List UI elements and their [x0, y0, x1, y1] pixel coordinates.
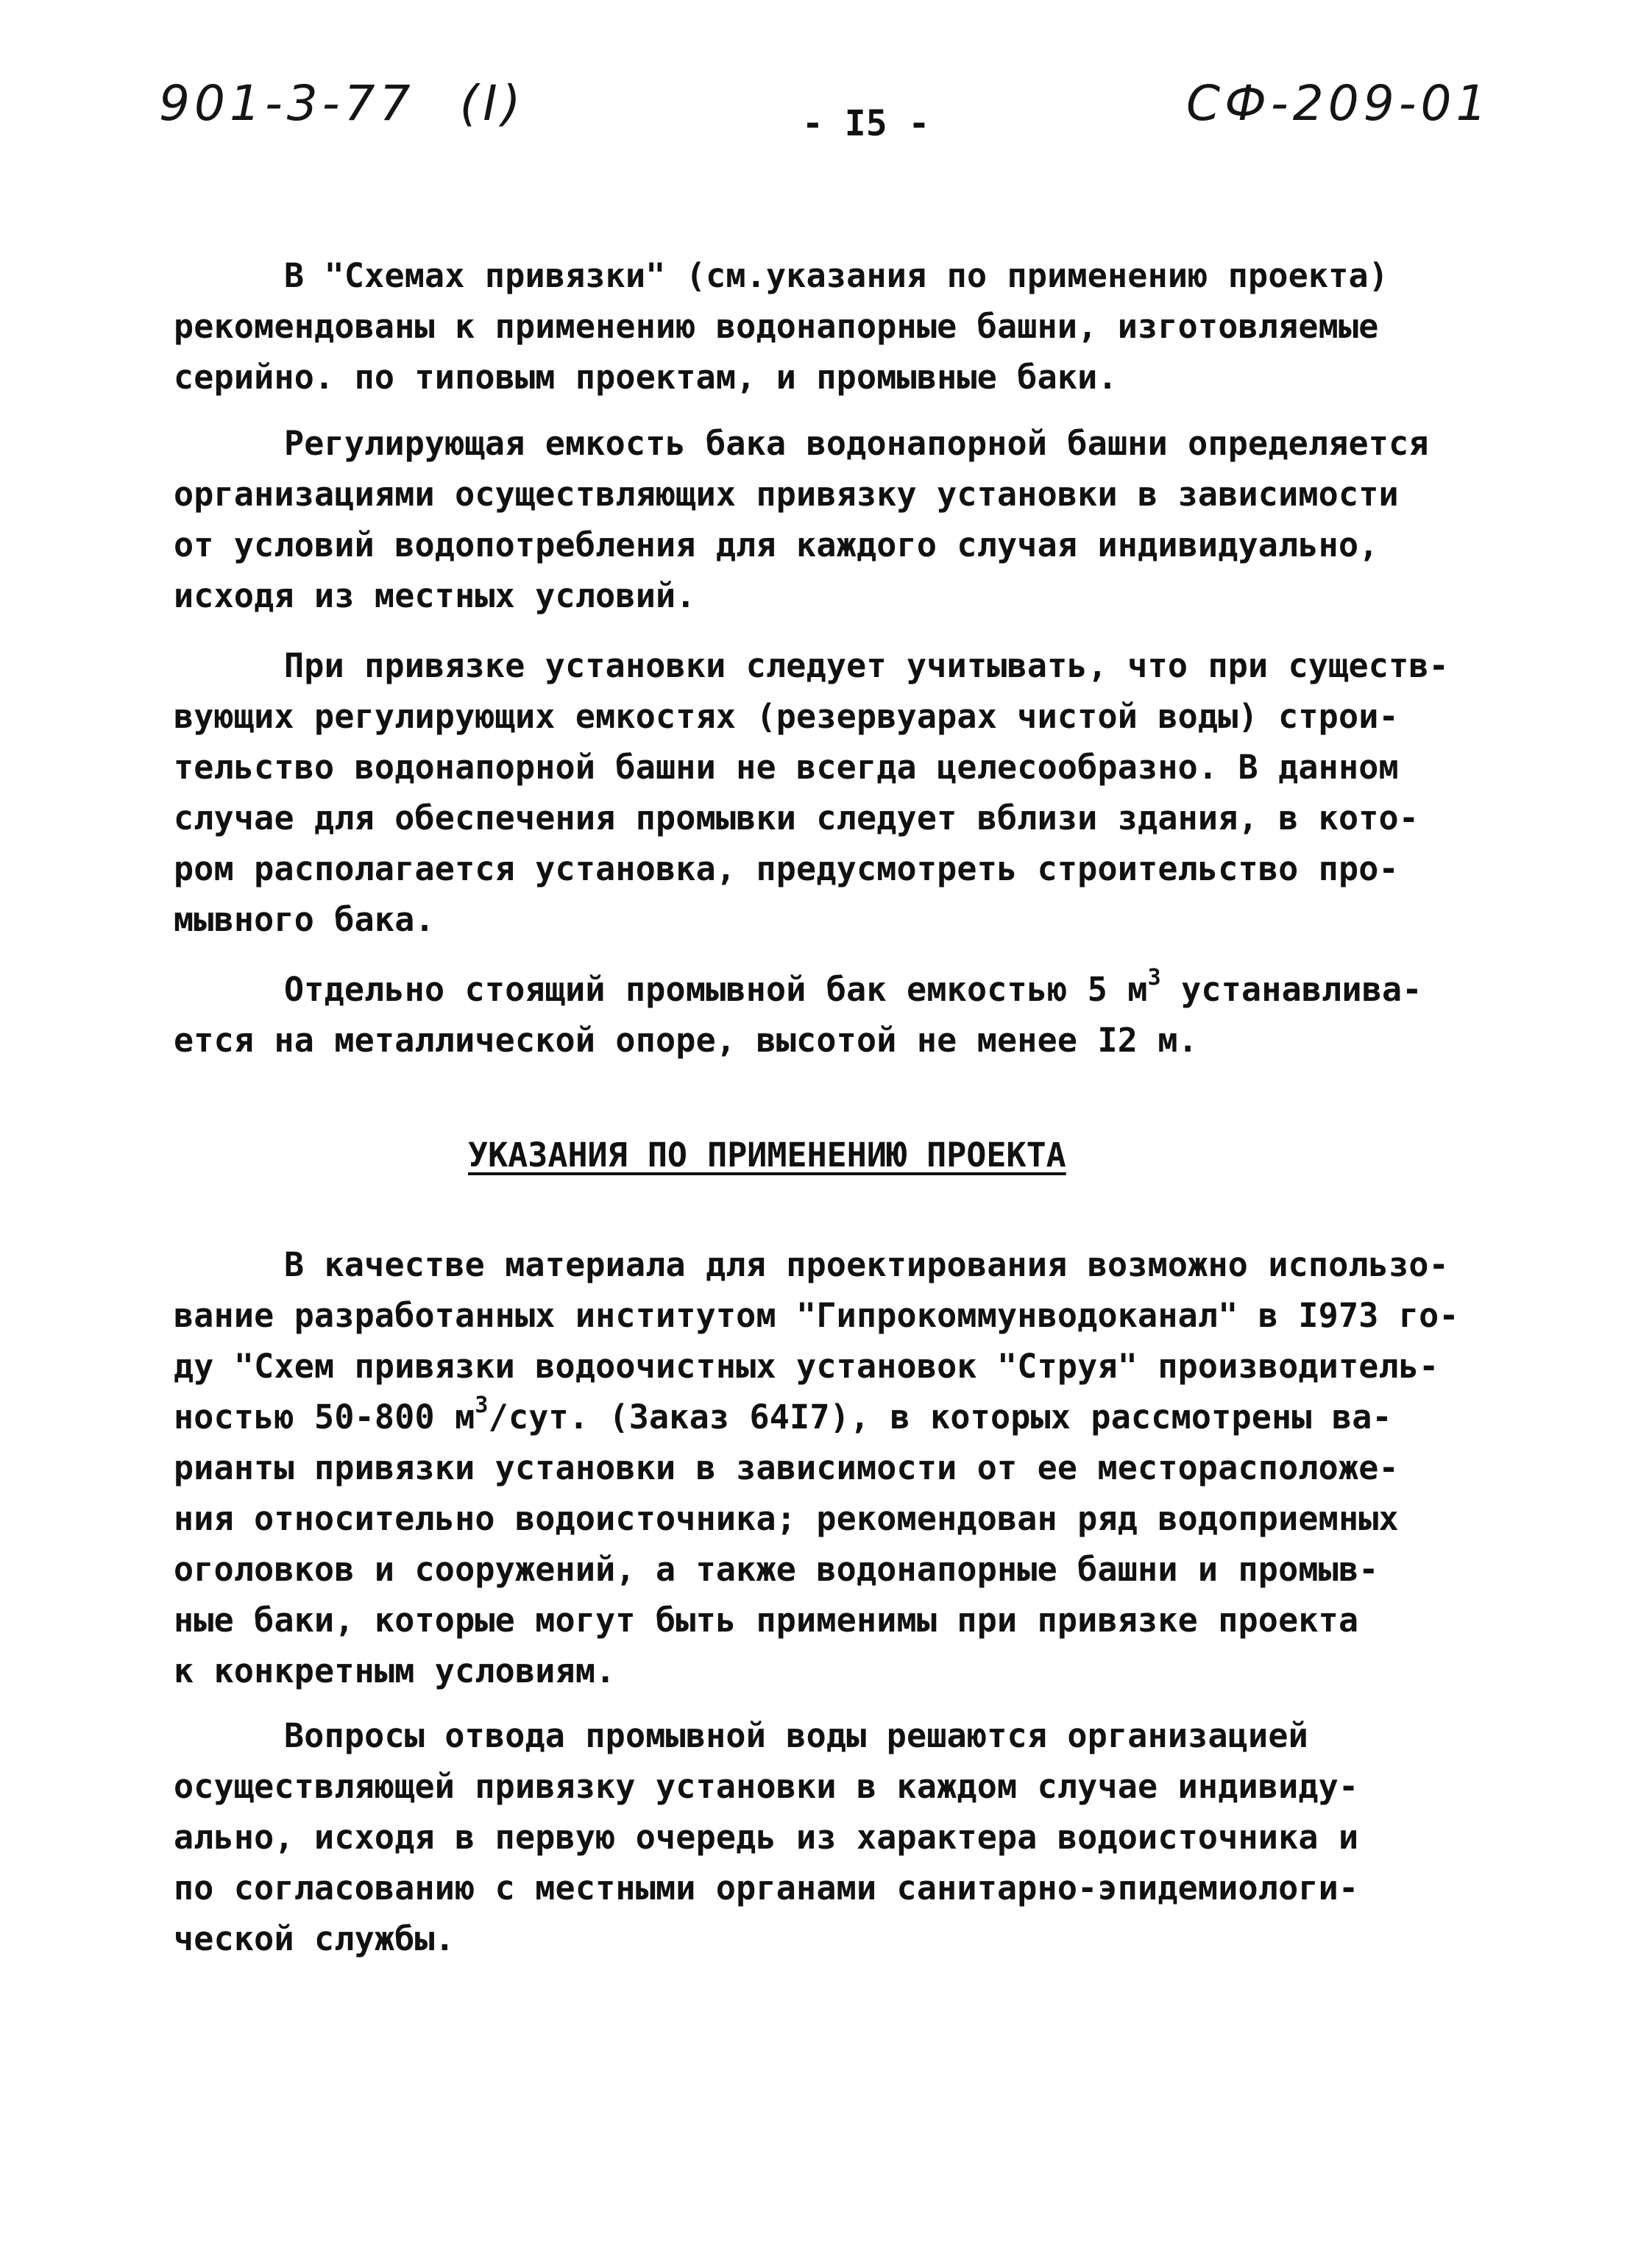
paragraph-line: ется на металлической опоре, высотой не менее I2 м. [174, 1021, 1198, 1060]
paragraph-4 [174, 964, 1528, 1066]
paragraph-text: Отдельно стоящий промывной бак емкостью 5 м [284, 970, 1148, 1009]
superscript: 3 [1147, 965, 1161, 991]
paragraph-1 [174, 250, 1528, 403]
paragraph-line: В качестве материала для проектирования возможно использо- [284, 1245, 1449, 1284]
paragraph-line: В "Схемах привязки" (см.указания по применению проекта) [284, 256, 1389, 295]
document-volume: (I) [459, 75, 525, 132]
paragraph-line: ально, исходя в первую очередь из характера водоисточника и [174, 1818, 1359, 1857]
superscript: 3 [475, 1392, 489, 1418]
paragraph-line: к конкретным условиям. [174, 1651, 616, 1690]
paragraph-line: по согласованию с местными органами санитарно-эпидемиологи- [174, 1868, 1359, 1907]
paragraph-3 [174, 640, 1528, 945]
paragraph-line: осуществляющей привязку установки в каждом случае индивиду- [174, 1767, 1359, 1806]
paragraph-line: исходя из местных условий. [174, 576, 696, 615]
paragraph-line: мывного бака. [174, 900, 435, 939]
paragraph-line: Регулирующая емкость бака водонапорной башни определяется [284, 424, 1429, 463]
paragraph-line: вующих регулирующих емкостях (резервуарах чистой воды) строи- [174, 697, 1399, 736]
paragraph-line: от условий водопотребления для каждого случая индивидуально, [174, 525, 1379, 564]
paragraph-line: серийно. по типовым проектам, и промывные баки. [174, 358, 1118, 397]
paragraph-line: ния относительно водоисточника; рекомендован ряд водоприемных [174, 1499, 1399, 1538]
document-code-right: СФ-209-01 [1186, 75, 1492, 132]
paragraph-line: ческой службы. [174, 1919, 455, 1958]
paragraph-line: случае для обеспечения промывки следует вблизи здания, в кото- [174, 798, 1419, 837]
paragraph-line: оголовков и сооружений, а также водонапорные башни и промыв- [174, 1550, 1379, 1589]
paragraph-line: При привязке установки следует учитывать, что при существ- [284, 646, 1449, 685]
section-paragraph-2 [174, 1710, 1528, 1964]
paragraph-line: тельство водонапорной башни не всегда целесообразно. В данном [174, 748, 1399, 787]
document-code: 901-3-77 [159, 75, 415, 132]
paragraph-text: ностью 50-800 м [174, 1398, 475, 1437]
paragraph-text: устанавлива- [1160, 970, 1422, 1009]
paragraph-line: ду "Схем привязки водоочистных установок "Струя" производитель- [174, 1347, 1439, 1386]
paragraph-line: рекомендованы к применению водонапорные башни, изготовляемые [174, 307, 1379, 346]
document-code-left [159, 75, 525, 132]
paragraph-text: /сут. (Заказ 64I7), в которых рассмотрены ва- [488, 1398, 1392, 1437]
paragraph-line: вание разработанных институтом "Гипрокоммунводоканал" в I973 го- [174, 1296, 1459, 1335]
paragraph-2 [174, 418, 1528, 621]
paragraph-line: рианты привязки установки в зависимости от ее месторасположе- [174, 1448, 1399, 1487]
page-number: - I5 - [802, 103, 930, 144]
section-heading: УКАЗАНИЯ ПО ПРИМЕНЕНИЮ ПРОЕКТА [468, 1136, 1066, 1175]
paragraph-line [174, 964, 1528, 1015]
paragraph-line: организациями осуществляющих привязку установки в зависимости [174, 475, 1399, 514]
paragraph-line: Вопросы отвода промывной воды решаются организацией [284, 1716, 1308, 1755]
paragraph-line: ные баки, которые могут быть применимы при привязке проекта [174, 1601, 1359, 1640]
paragraph-line [174, 1392, 1528, 1442]
section-paragraph-1 [174, 1239, 1528, 1696]
paragraph-line: ром располагается установка, предусмотреть строительство про- [174, 849, 1399, 888]
